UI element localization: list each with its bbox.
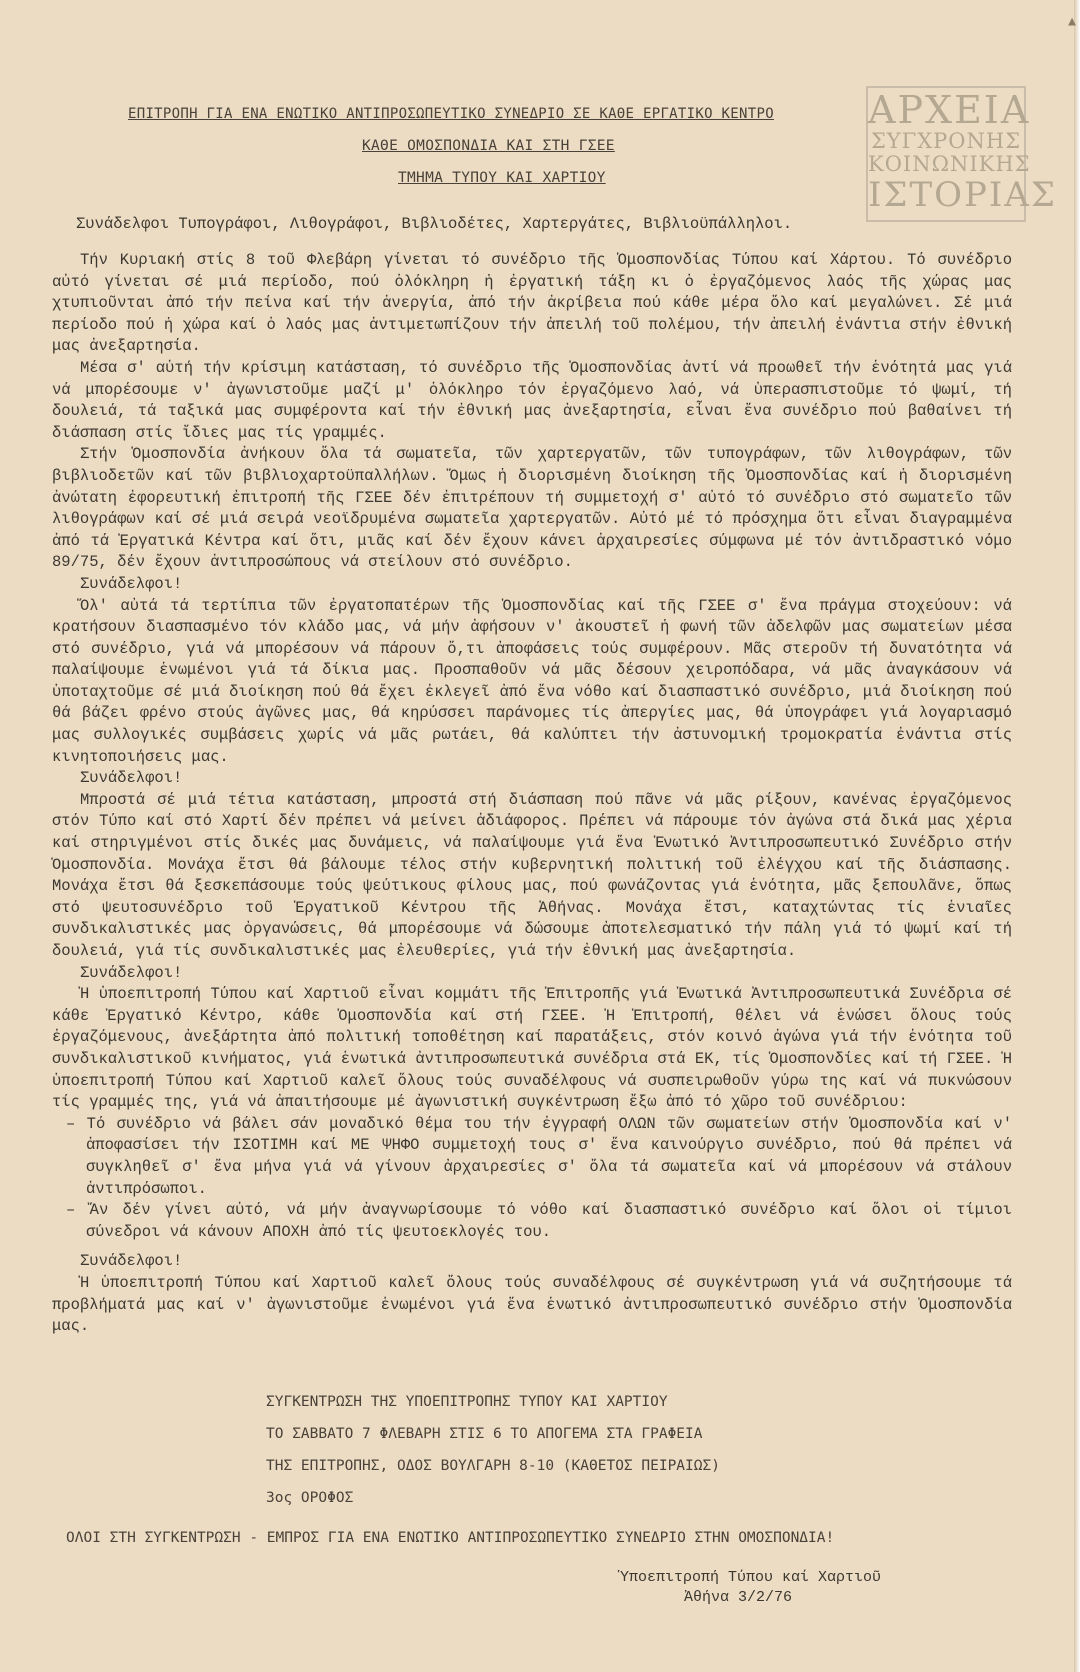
salutation: Συνάδελφοι Τυπογράφοι, Λιθογράφοι, Βιβλιοδέτες, Χαρτεργάτες, Βιβλιοϋπάλληλοι. xyxy=(76,215,793,233)
signature-block xyxy=(620,1568,881,1608)
meeting-announcement xyxy=(266,1386,720,1514)
paragraph: Μέσα σ' αὐτή τήν κρίσιμη κατάσταση, τό συνέδριο τῆς Ὁμοσπονδίας ἀντί νά προωθεῖ τήν ἑνότητά μας γιά νά μπορέσουμε ν' ἀγωνιστοῦμε μαζί μ' ὁλόκληρο τόν ἐργαζόμενο λαό, νά ὑπερασπιστοῦμε τό ψωμί, τή δουλειά, τά ταξικά μας συμφέροντα καί τήν ἐθνική μας ἀνεξαρτησία, εἶναι ἕνα συνέδριο πού βαθαίνει τή διάσπαση στίς ἴδιες μας τίς γραμμές. xyxy=(52,358,1012,442)
stamp-line: ΙΣΤΟΡΙΑΣ xyxy=(868,175,1057,215)
paragraph: Ὅλ' αὐτά τά τερτίπια τῶν ἐργατοπατέρων τῆς Ὁμοσπονδίας καί τῆς ΓΣΕΕ σ' ἕνα πράγμα στοχεύουν: νά κρατήσουν διασπασμένο τόν κλάδο μας, νά μήν ἀφήσουν ν' ἀκουστεῖ ἡ φωνή τῶν ἀδελφῶν μας σωματείων μέσα στό συνέδριο, γιά νά μπορέσουν νά πάρουν ὅ,τι ἀποφάσεις τούς συμφέρουν. Μᾶς στεροῦν τή δυνατότητα νά παλαίψουμε ἑνωμένοι γιά τά δίκια μας. Προσπαθοῦν νά μᾶς δέσουν χειροπόδαρα, νά μᾶς ἀναγκάσουν νά ὑποταχτοῦμε σέ μιά διοίκηση πού θά ἔχει ἐκλεγεῖ ἀπό ἕνα νόθο καί διασπαστικό συνέδριο, μιά διοίκηση πού θά βάζει φρένο στούς ἀγῶνες μας, θά κηρύσσει παράνομες τίς ἀπεργίες μας, θά ὑπογράφει γιά λογαριασμό μας συλλογικές συμβάσεις χωρίς νά μᾶς ρωτάει, θά καλύπτει τήν ἀστυνομική τρομοκρατία ἐνάντια στίς κινητοποιήσεις μας. xyxy=(52,596,1012,766)
meeting-line: 3ος ΟΡΟΦΟΣ xyxy=(266,1490,354,1506)
meeting-line: ΣΥΓΚΕΝΤΡΩΣΗ ΤΗΣ ΥΠΟΕΠΙΤΡΟΠΗΣ ΤΥΠΟΥ ΚΑΙ ΧΑΡΤΙΟΥ xyxy=(266,1394,668,1410)
staple-mark-icon: ▲ xyxy=(1068,14,1076,29)
stamp-line: ΑΡΧΕΙΑ xyxy=(868,88,1031,132)
paragraph: Ἡ ὑποεπιτροπή Τύπου καί Χαρτιοῦ καλεῖ ὅλους τούς συναδέλφους σέ συγκέντρωση γιά νά συζητήσουμε τά προβλήματά μας καί ν' ἀγωνιστοῦμε ἑνωμένοι γιά ἕνα ἑνωτικό ἀντιπροσωπευτικό συνέδριο στήν Ὁμοσπονδία μας. xyxy=(52,1273,1012,1336)
address: Συνάδελφοι! xyxy=(80,769,183,788)
demand-text: Ἄν δέν γίνει αὐτό, νά μήν ἀναγνωρίσουμε τό νόθο καί διασπαστικό συνέδριο καί ὅλοι οἱ τίμιοι σύνεδροι νά κάνουν ΑΠΟΧΗ ἀπό τίς ψευτοεκλογές του. xyxy=(86,1201,1012,1241)
meeting-line: ΤΗΣ ΕΠΙΤΡΟΠΗΣ, ΟΔΟΣ ΒΟΥΛΓΑΡΗ 8-10 (ΚΑΘΕΤΟΣ ΠΕΙΡΑΙΩΣ) xyxy=(266,1458,720,1474)
paragraph: Στήν Ὁμοσπονδία ἀνήκουν ὅλα τά σωματεῖα, τῶν χαρτεργατῶν, τῶν τυπογράφων, τῶν λιθογράφων, τῶν βιβλιοδετῶν καί τῶν βιβλιοχαρτοϋπαλλήλων. Ὅμως ἡ διορισμένη διοίκηση τῆς Ὁμοσπονδίας καί ἡ διορισμένη ἀνώτατη ἐφορευτική ἐπιτροπή τῆς ΓΣΕΕ δέν ἐπιτρέπουν τή συμμετοχή σ' αὐτό τό συνέδριο στό σωματεῖο τῶν λιθογράφων καί σέ μιά σειρά νεοϊδρυμένα σωματεῖα χαρτεργατῶν. Αὐτό μέ τό πρόσχημα ὅτι εἶναι διαγραμμένα ἀπό τά Ἐργατικά Κέντρα καί ὅτι, μιᾶς καί δέν ἔχουν κάνει ἀρχαιρεσίες σύμφωνα μέ τόν ἀντιδραστικό νόμο 89/75, δέν ἔχουν ἀντιπροσώπους νά στείλουν στό συνέδριο. xyxy=(52,445,1012,572)
archive-watermark-stamp xyxy=(866,86,1057,222)
signature-org: Ὑποεπιτροπή Τύπου καί Χαρτιοῦ xyxy=(620,1569,882,1586)
paragraph: Μπροστά σέ μιά τέτια κατάσταση, μπροστά στή διάσπαση πού πᾶνε νά μᾶς ρίξουν, κανένας ἐργαζόμενος στόν Τύπο καί στό Χαρτί δέν πρέπει νά μείνει ἀδιάφορος. Πρέπει νά πάρουμε τόν ἀγώνα στά δικά μας χέρια καί στηριγμένοι στίς δικές μας δυνάμεις, νά παλαίψουμε γιά ἕνα Ἑνωτικό Ἀντιπροσωπευτικό Συνέδριο στήν Ὁμοσπονδία. Μονάχα ἔτσι θά βάλουμε τέλος στήν κυβερνητική πολιτική τοῦ ἐλέγχου καί τῆς διάσπασης. Μονάχα ἔτσι θά ξεσκεπάσουμε τούς ψεύτικους φίλους μας, πού φωνάζοντας γιά ἑνότητα, μᾶς ξεπουλᾶνε, ὅπως στό ψευτοσυνέδριο τοῦ Ἐργατικοῦ Κέντρου τῆς Ἀθήνας. Μονάχα ἔτσι, καταχτώντας τίς ἑνιαῖες συνδικαλιστικές μας ὀργανώσεις, θά μπορέσουμε νά δώσουμε ἀποτελεσματικό τήν πάλη γιά τό ψωμί καί τή δουλειά, γιά τίς συνδικαλιστικές μας ἐλευθερίες, γιά τήν ἐθνική μας ἀνεξαρτησία. xyxy=(52,790,1012,960)
address: Συνάδελφοι! xyxy=(80,963,183,982)
demand-item: – Ἄν δέν γίνει αὐτό, νά μήν ἀναγνωρίσουμε τό νόθο καί διασπαστικό συνέδριο καί ὅλοι οἱ τίμιοι σύνεδροι νά κάνουν ΑΠΟΧΗ ἀπό τίς ψευτοεκλογές του. xyxy=(66,1201,1012,1241)
header-committee: ΕΠΙΤΡΟΠΗ ΓΙΑ ΕΝΑ ΕΝΩΤΙΚΟ ΑΝΤΙΠΡΟΣΩΠΕΥΤΙΚΟ ΣΥΝΕΔΡΙΟ ΣΕ ΚΑΘΕ ΕΡΓΑΤΙΚΟ ΚΕΝΤΡΟ xyxy=(128,106,774,122)
header-scope: ΚΑΘΕ ΟΜΟΣΠΟΝΔΙΑ ΚΑΙ ΣΤΗ ΓΣΕΕ xyxy=(362,138,615,154)
demand-text: Τό συνέδριο νά βάλει σάν μοναδικό θέμα του τήν ἐγγραφή ΟΛΩΝ τῶν σωματείων στήν Ὁμοσπονδία καί ν' ἀποφασίσει τήν ΙΣΟΤΙΜΗ καί ΜΕ ΨΗΦΟ συμμετοχή τους σ' ἕνα καινούργιο συνέδριο, πού θά πρέπει νά συγκληθεῖ σ' ἕνα μήνα γιά νά γίνουν ἀρχαιρεσίες σ' ὅλα τά σωματεῖα καί νά μπορέσουν νά στάλουν ἀντιπρόσωποι. xyxy=(86,1114,1012,1198)
address: Συνάδελφοι! xyxy=(80,574,183,593)
body-text xyxy=(52,250,1012,1338)
demand-item: – Τό συνέδριο νά βάλει σάν μοναδικό θέμα του τήν ἐγγραφή ΟΛΩΝ τῶν σωματείων στήν Ὁμοσπονδία καί ν' ἀποφασίσει τήν ΙΣΟΤΙΜΗ καί ΜΕ ΨΗΦΟ συμμετοχή τους σ' ἕνα καινούργιο συνέδριο, πού θά πρέπει νά συγκληθεῖ σ' ἕνα μήνα γιά νά γίνουν ἀρχαιρεσίες σ' ὅλα τά σωματεῖα καί νά μπορέσουν νά στάλουν ἀντιπρόσωποι. xyxy=(66,1114,1012,1198)
meeting-line: ΤΟ ΣΑΒΒΑΤΟ 7 ΦΛΕΒΑΡΗ ΣΤΙΣ 6 ΤΟ ΑΠΟΓΕΜΑ ΣΤΑ ΓΡΑΦΕΙΑ xyxy=(266,1426,703,1442)
paragraph: Ἡ ὑποεπιτροπή Τύπου καί Χαρτιοῦ εἶναι κομμάτι τῆς Ἐπιτροπῆς γιά Ἑνωτικά Ἀντιπροσωπευτικά Συνέδρια σέ κάθε Ἐργατικό Κέντρο, κάθε Ὁμοσπονδία καί στή ΓΣΕΕ. Ἡ Ἐπιτροπή, θέλει νά ἑνώσει ὅλους τούς ἐργαζόμενους, ἀνεξάρτητα ἀπό πολιτική τοποθέτηση καί παρατάξεις, στόν κοινό ἀγώνα γιά τήν ἑνότητα τοῦ συνδικαλιστικοῦ κινήματος, γιά ἑνωτικά ἀντιπροσωπευτικά συνέδρια στά ΕΚ, τίς Ὁμοσπονδίες καί τή ΓΣΕΕ. Ἡ ὑποεπιτροπή Τύπου καί Χαρτιοῦ καλεῖ ὅλους τούς συναδέλφους νά συσπειρωθοῦν γύρω της καί νά πυκνώσουν τίς γραμμές της, γιά νά ἀπαιτήσουμε μέ ἀγωνιστική συγκέντρωση ἔξω ἀπό τό χῶρο τοῦ συνέδριου: xyxy=(52,985,1012,1112)
closing-slogan: ΟΛΟΙ ΣΤΗ ΣΥΓΚΕΝΤΡΩΣΗ - ΕΜΠΡΟΣ ΓΙΑ ΕΝΑ ΕΝΩΤΙΚΟ ΑΝΤΙΠΡΟΣΩΠΕΥΤΙΚΟ ΣΥΝΕΔΡΙΟ ΣΤΗΝ ΟΜΟΣΠΟΝΔΙΑ! xyxy=(66,1530,835,1546)
signature-place-date: Ἀθήνα 3/2/76 xyxy=(684,1589,793,1606)
address: Συνάδελφοι! xyxy=(80,1252,183,1271)
stamp-line: ΣΥΓΧΡΟΝΗΣ xyxy=(870,129,1022,153)
page-edge xyxy=(1074,0,1080,1672)
header-section: ΤΜΗΜΑ ΤΥΠΟΥ ΚΑΙ ΧΑΡΤΙΟΥ xyxy=(398,170,606,186)
stamp-line: ΚΟΙΝΩΝΙΚΗΣ xyxy=(868,152,1031,176)
paragraph: Τήν Κυριακή στίς 8 τοῦ Φλεβάρη γίνεται τό συνέδριο τῆς Ὁμοσπονδίας Τύπου καί Χάρτου. Τό συνέδριο αὐτό γίνεται σέ μιά περίοδο, πού ὁλόκληρη ἡ ἐργατική τάξη κι ὁ ἐργαζόμενος λαός τῆς χώρας μας χτυπιοῦνται ἀπό τήν πείνα καί τήν ἀνεργία, ἀπό τήν ἀκρίβεια πού κάθε μέρα ὅλο καί μεγαλώνει. Σέ μιά περίοδο πού ἡ χώρα καί ὁ λαός μας ἀντιμετωπίζουν τήν ἀπειλή τοῦ πολέμου, τήν ἀπειλή ἐνάντια στήν ἐθνική μας ἀνεξαρτησία. xyxy=(52,251,1012,356)
